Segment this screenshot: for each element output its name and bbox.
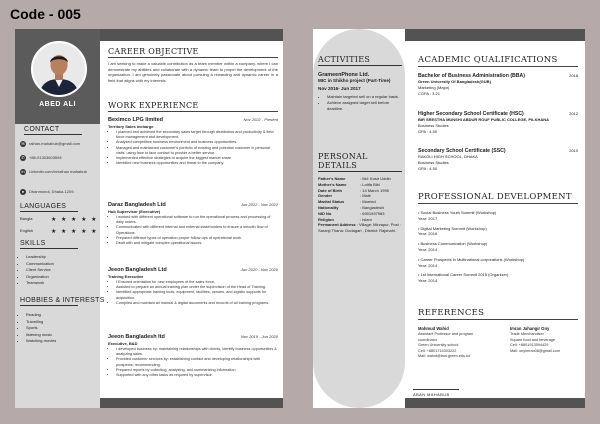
reference-name: Imran Jahangir Ony (510, 326, 550, 331)
list-item-year: Year: 2016 (418, 231, 438, 237)
list-item: • Identified new business opportunities and threat to the company. (116, 161, 278, 166)
references-section (418, 308, 578, 320)
references-heading: REFERENCES (418, 308, 578, 320)
resume-page-2 (313, 29, 585, 408)
list-item: • Sports (26, 325, 56, 332)
degree-grade: CGPA : 3.21 (418, 90, 440, 96)
bottom-bar (100, 398, 283, 408)
table-row: Religion : Islam (318, 216, 372, 222)
list-item: • Client Service (26, 267, 54, 274)
list-item: • Compiled and maintain all manual & digital documents and records of all training programs. (116, 301, 278, 306)
table-row: Father's Name : Md: Kosir Uddin (318, 176, 391, 181)
activity-org: GrameenPhone Ltd. (318, 72, 370, 78)
job-entry (108, 267, 278, 306)
degree-year: 2012 (569, 111, 578, 116)
languages-heading: LANGUAGES (20, 203, 78, 212)
list-item: • Digital Marketing Summit (Workshop) (418, 225, 487, 231)
activity-bullets (318, 94, 402, 111)
table-row: Gender : Male (318, 193, 371, 199)
reference-left: Mahmud Wahid Assistant Professor and program coordinator Green University school Cell: +8801715303222 Mail: wahid@bus.green.edu.bd (418, 326, 474, 359)
degree-institution: BIR SRESTHA MUNSHI ABDUR ROUF PUBLIC COLLEGE, PILKHANA (418, 117, 550, 122)
job-company: Beximco LPG limited (108, 117, 164, 123)
profile-photo (31, 41, 87, 97)
job-role: Executive, B&D (108, 341, 138, 346)
top-bar (405, 29, 585, 41)
bottom-bar (405, 398, 585, 408)
contact-address: ● Dhanmondi, Dhaka-1209. (21, 189, 75, 194)
academic-heading: ACADEMIC QUALIFICATIONS (418, 55, 578, 67)
list-item: • Managed and maintained customer's portfolio of existing and potential customer in personal visits, using face to face contact to provide a better service. (116, 146, 278, 156)
job-company: Daraz Bangladesh Ltd (108, 202, 166, 208)
list-item-year: Year: 2017 (418, 215, 438, 221)
list-item: • Prepared different types of operation proper follow-ups of operational work. (116, 236, 278, 241)
work-experience-heading: WORK EXPERIENCE (108, 101, 278, 112)
hobbies-heading: HOBBIES & INTERESTS (20, 297, 105, 304)
job-bullets (108, 215, 278, 246)
list-item: • Reading (26, 312, 56, 319)
list-item: • Provided customer services by: establishing contact and developing relationships with prospects; recommending. (116, 357, 278, 367)
job-dates: Jun 2022 - Nov 2022 (240, 202, 278, 207)
linkedin-icon: in (21, 169, 25, 174)
table-row: NID No : 6901937983 (318, 210, 385, 216)
list-item-year: Year: 2014 (418, 262, 438, 268)
list-item: • I planned and achieved the secondary sales target through distribution and productivity & field force management and development. (116, 130, 278, 140)
job-company: Jeeon Bangladesh ltd (108, 334, 165, 340)
job-role: Territory Sales Incharge (108, 124, 154, 129)
location-icon: ● (21, 189, 25, 194)
list-item: • Leadership (26, 254, 54, 261)
list-item: • Communicated with different internal and external stakeholders to ensure a smooth flow of Operations. (116, 225, 278, 235)
activity-project: MIC in Shikho project (Part-Time) (318, 78, 391, 83)
contact-linkedin: in Linkedin.com/in/raihan mahabub (21, 169, 87, 174)
job-role: Hub Supervisor (Executive) (108, 209, 161, 214)
table-row: Date of Birth : 14 March 1995 (318, 187, 389, 193)
activity-dates: Nov 2016- Jun 2017 (318, 86, 361, 91)
list-item: • Implemented effective strategies to acquire the biggest market share (116, 156, 278, 161)
degree-institution: Green University Of Bangladesh(GUB) (418, 79, 491, 84)
star-rating-icon: ★ ★ ★ ★ ★ (50, 217, 98, 223)
job-entry (108, 117, 278, 166)
work-experience-section (108, 101, 278, 112)
skills-list (20, 254, 54, 287)
list-item: • I developed business by: maintaining relationships with clients, identify business opportunities & analyzing sales. (116, 347, 278, 357)
list-item: • listening music (26, 332, 56, 339)
job-dates: Nov 2022 - Present (243, 117, 278, 122)
table-row: Mother's Name : Lotifa Bibi (318, 181, 380, 187)
activities-heading: ACTIVITIES (318, 55, 402, 66)
contact-phone: ✆ +88-01303603594 (21, 155, 62, 160)
top-bar (100, 29, 283, 41)
list-item: • Travelling (26, 319, 56, 326)
education-entry (418, 148, 578, 171)
education-entry (418, 73, 578, 96)
education-entry (418, 111, 578, 134)
signature: ABAN MAHABUB (413, 389, 459, 397)
list-item: • Communication (26, 261, 54, 268)
job-entry (108, 334, 278, 378)
list-item: • Watching movies (26, 338, 56, 345)
contact-heading: CONTACT (24, 126, 82, 135)
career-objective-heading: CAREER OBJECTIVE (108, 47, 278, 58)
degree-title: Higher Secondary School Certificate (HSC) (418, 111, 524, 117)
template-code-label: Code - 005 (10, 6, 81, 22)
job-entry (108, 202, 278, 246)
hobbies-list (20, 312, 56, 345)
list-item: • Achieve assigned target sell before deadline. (327, 100, 402, 112)
job-dates: Jun 2020 - Nov 2020 (240, 267, 278, 272)
list-item: • Supported with any other tasks as required by supervisor. (116, 373, 278, 378)
personal-details-table (318, 176, 402, 234)
degree-major: Business Studies (418, 122, 449, 128)
degree-grade: GPA : 4.50 (418, 165, 438, 171)
career-objective-text: I am seeking to make a valuable contribution as a team member within a company, where I can demonstrate my abilities and collaborate with a dynamic team to propel the development of the organization. I am genuinely passionate about pursuing a rewarding and dynamic career in a field that aligns with my interests. (108, 61, 278, 83)
job-dates: Nov 2019 - Jun 2020 (240, 334, 278, 339)
email-icon: ✉ (21, 141, 25, 146)
activities-section (318, 55, 402, 111)
list-item: • Teamwork (26, 280, 54, 287)
professional-development-heading: PROFESSIONAL DEVELOPMENT (418, 192, 578, 204)
list-item: • Analyzed competitive business environment and business opportunities. (116, 140, 278, 145)
language-row: Bangla ★ ★ ★ ★ ★ (20, 216, 98, 223)
list-item-year: Year: 2014 (418, 278, 438, 284)
degree-institution: RAKOLI HIGH SCHOOL, DHAKA (418, 154, 478, 159)
academic-section (418, 55, 578, 67)
degree-title: Bachelor of Business Administration (BBA) (418, 73, 526, 79)
list-item: • Social Business Youth Summit (Workshop) (418, 210, 497, 215)
candidate-name: ABED ALI (39, 101, 76, 108)
professional-development-list (418, 210, 578, 284)
reference-right: Imran Jahangir Ony Trade Merchandiser Square food and beverage Cell: +8801913594429 Mail: onyimran08@gmail.com (510, 326, 561, 353)
personal-details-heading: PERSONAL DETAILS (318, 152, 402, 172)
table-row: Nationality : Bangladeshi (318, 204, 385, 210)
degree-major: Business Studies (418, 159, 449, 165)
degree-grade: GPA : 4.50 (418, 128, 438, 134)
list-item: • Organization (26, 274, 54, 281)
resume-page-1 (15, 29, 283, 408)
reference-name: Mahmud Wahid (418, 326, 449, 331)
list-item: • Dealt with and mitigate complex operational issues. (116, 241, 278, 246)
degree-major: Marketing (Major) (418, 84, 450, 90)
list-item: • Identified appropriate training tools, equipment, facilities, venues, and logistic supports for acquisition. (116, 290, 278, 300)
job-company: Jeeon Bangladesh Ltd (108, 267, 167, 273)
professional-development-section (418, 192, 578, 204)
list-item: • Business Communication (Workshop) (418, 241, 488, 247)
language-row: English ★ ★ ★ ★ ★ (20, 228, 98, 235)
degree-year: 2010 (569, 148, 578, 153)
list-item: • Assisted to prepare an annual training plan under the supervision of the Head of Training. (116, 285, 278, 290)
career-objective-section (108, 47, 278, 83)
degree-year: 2018 (569, 73, 578, 78)
list-item-year: Year: 2014 (418, 246, 438, 252)
job-role: Training Executive (108, 274, 144, 279)
list-item: • I worked with different operational software to run the operational process and processing of daily orders. (116, 215, 278, 225)
job-bullets (108, 347, 278, 378)
job-bullets (108, 130, 278, 166)
degree-title: Secondary School Certificate (SSC) (418, 148, 506, 154)
personal-details-section (318, 152, 402, 234)
list-item: • Prepared reports by collecting, analyzing, and summarizing information. (116, 368, 278, 373)
list-item: • I Ensured orientation for new employees of the sales force. (116, 280, 278, 285)
contact-email: ✉ raihan.mahabub@gmail.com (21, 141, 81, 146)
skills-heading: SKILLS (20, 240, 78, 249)
list-item: • 1st International Career Summit 2015 (Organizer) (418, 272, 509, 278)
phone-icon: ✆ (21, 155, 25, 160)
list-item: • Maintain targeted sell on a regular basis. (327, 94, 402, 100)
star-rating-icon: ★ ★ ★ ★ ★ (50, 229, 98, 235)
list-item: • Career Prospects in Multinational corporations (Workshop) (418, 256, 525, 262)
table-row: Marital Status : Married (318, 199, 376, 205)
table-row: Permanent Address : Village: Mirzapur, Post : Saranji Thana: Godagari , District: Rajshahi. (318, 222, 401, 234)
job-bullets (108, 280, 278, 306)
